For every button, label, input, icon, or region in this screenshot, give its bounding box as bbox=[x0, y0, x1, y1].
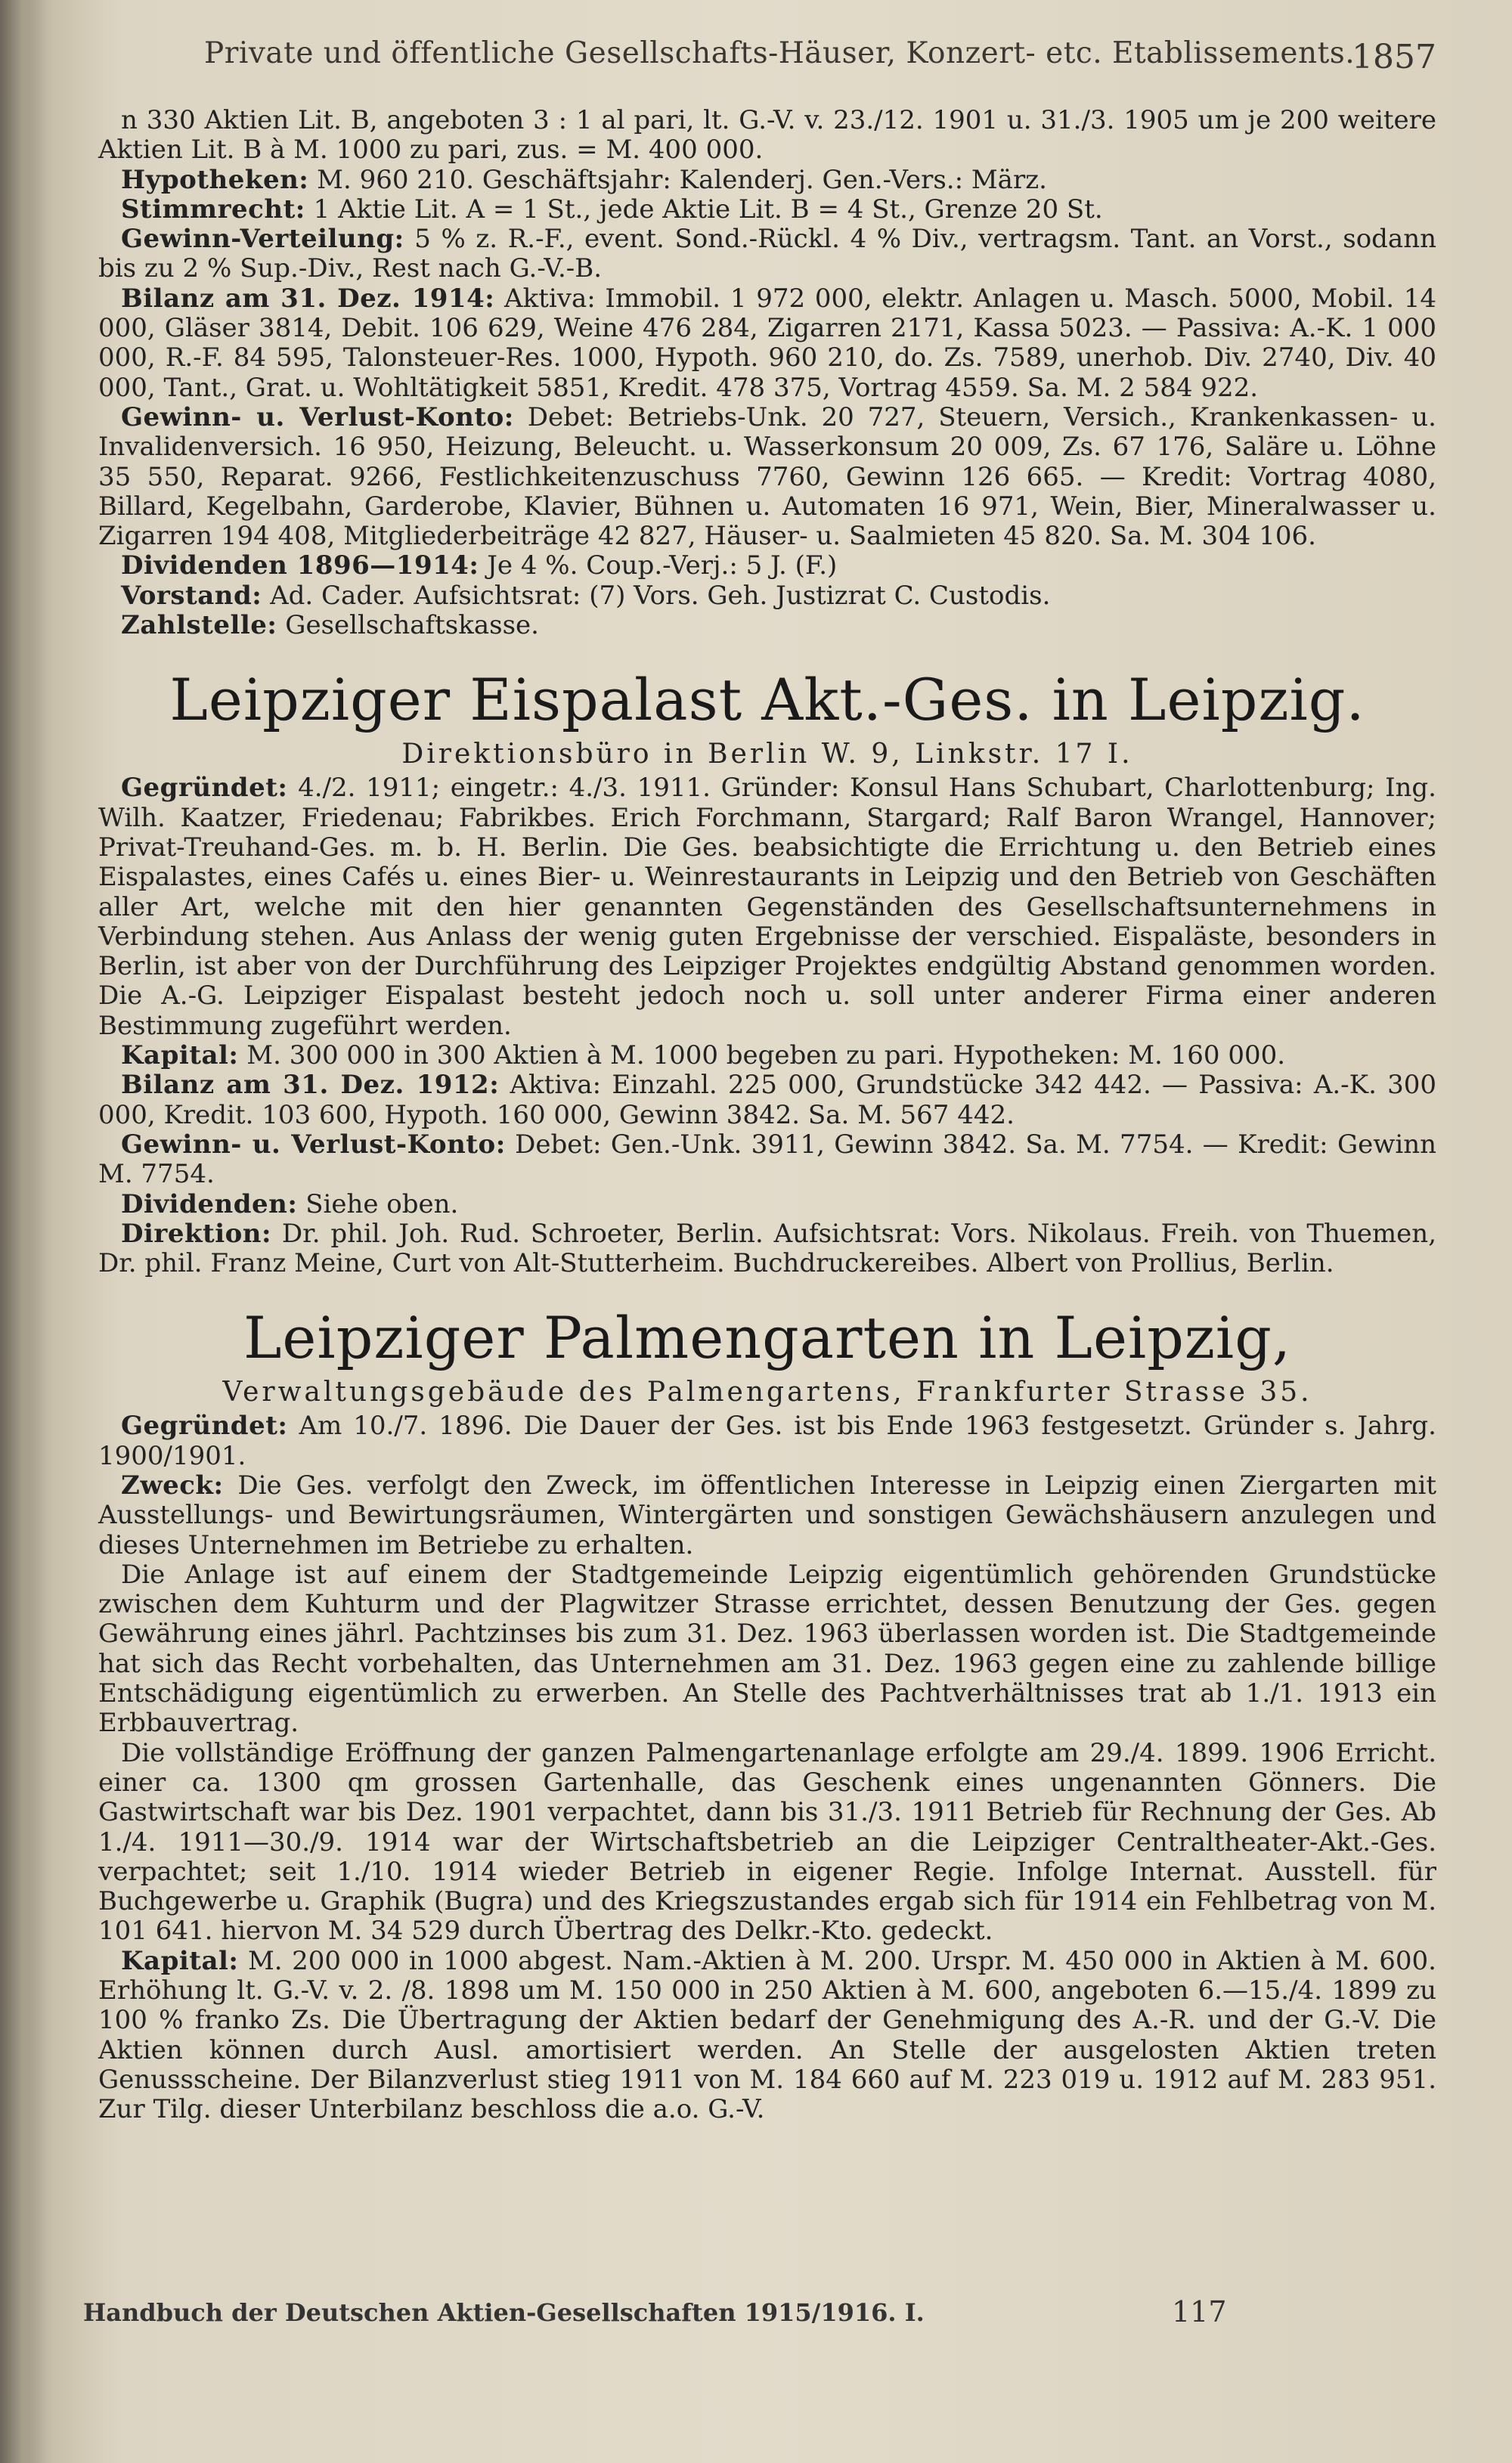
paragraph-text: Aktiva: Immobil. 1 972 000, elektr. Anlagen u. Masch. 5000, Mobil. 14 000, Gläser 3814, Debit. 106 629, Weine 476 284, Zigarren 2171, Kassa 5023. — Passiva: A.-K. 1 000 000, R.-F. 84 595, Talonsteuer-Res. 1000, Hypoth. 960 210, do. Zs. 7589, unerhob. Div. 2740, Div. 40 000, Tant., Grat. u. Wohltätigkeit 5851, Kredit. 478 375, Vortrag 4559. Sa. M. 2 584 922. bbox=[98, 283, 1436, 403]
paragraph-text: Dr. phil. Joh. Rud. Schroeter, Berlin. Aufsichtsrat: Vors. Nikolaus. Freih. von Thuemen, Dr. phil. Franz Meine, Curt von Alt-Stutterheim. Buchdruckereibes. Albert von Prollius, Berlin. bbox=[98, 1218, 1437, 1279]
paragraph-text: 4./2. 1911; eingetr.: 4./3. 1911. Gründer: Konsul Hans Schubart, Charlottenburg; Ing. Wilh. Kaatzer, Friedenau; Fabrikbes. Erich Forchmann, Stargard; Ralf Baron Wrangel, Hannover; Privat-Treuhand-Ges. m. b. H. Berlin. Die Ges. beabsichtigte die Errichtung u. den Betrieb eines Eispalastes, eines Cafés u. eines Bier- u. Weinrestaurants in Leipzig und den Betrieb von Geschäften aller Art, welche mit den hier genannten Gegenständen des Gesellschaftsunternehmens in Verbindung stehen. Aus Anlass der wenig guten Ergebnisse der verschied. Eispaläste, besonders in Berlin, ist aber von der Durchführung des Leipziger Projektes endgültig Abstand genommen worden. Die A.-G. Leipziger Eispalast besteht jedoch noch u. soll unter anderer Firma einer anderen Bestimmung zugeführt werden. bbox=[98, 773, 1436, 1041]
paragraph-text: M. 300 000 in 300 Aktien à M. 1000 begeben zu pari. Hypotheken: M. 160 000. bbox=[246, 1040, 1286, 1071]
paragraph bbox=[98, 284, 1436, 403]
paragraph-label: Direktion: bbox=[121, 1218, 272, 1249]
page-body bbox=[98, 106, 1436, 2125]
paragraph-label: Gewinn- u. Verlust-Konto: bbox=[121, 1129, 506, 1160]
paragraph-text: Am 10./7. 1896. Die Dauer der Ges. ist bis Ende 1963 festgesetzt. Gründer s. Jahrg. 1900/1901. bbox=[98, 1411, 1436, 1471]
footer-page-number: 117 bbox=[1172, 2295, 1227, 2328]
paragraph bbox=[98, 1070, 1436, 1130]
paragraph bbox=[98, 106, 1436, 166]
company-title-eispalast: Leipziger Eispalast Akt.-Ges. in Leipzig. bbox=[169, 666, 1365, 734]
paragraph bbox=[98, 1947, 1436, 2125]
paragraph-label: Dividenden: bbox=[121, 1188, 298, 1219]
paragraph-label: Kapital: bbox=[121, 1040, 239, 1071]
paragraph bbox=[98, 166, 1436, 195]
paragraph bbox=[98, 1471, 1436, 1560]
paragraph-text: Gesellschaftskasse. bbox=[285, 610, 539, 641]
paragraph-text: Die Ges. verfolgt den Zweck, im öffentlichen Interesse in Leipzig einen Ziergarten mit Ausstellungs- und Bewirtungsräumen, Wintergärten und sonstigen Gewächshäusern anzulegen und dieses Unternehmen im Betriebe zu erhalten. bbox=[98, 1470, 1437, 1560]
previous-entry-continuation bbox=[98, 106, 1436, 640]
running-head-title: Private und öffentliche Gesellschafts-Häuser, Konzert- etc. Etablissements. bbox=[204, 36, 1356, 70]
paragraph-text: 1 Aktie Lit. A = 1 St., jede Aktie Lit. B = 4 St., Grenze 20 St. bbox=[313, 194, 1103, 225]
paragraph-text: Aktiva: Einzahl. 225 000, Grundstücke 342 442. — Passiva: A.-K. 300 000, Kredit. 103 600, Hypoth. 160 000, Gewinn 3842. Sa. M. 567 442. bbox=[98, 1070, 1436, 1130]
paragraph-label: Dividenden 1896—1914: bbox=[121, 550, 479, 581]
paragraph bbox=[98, 1411, 1436, 1471]
paragraph-label: Gegründet: bbox=[121, 773, 288, 804]
paragraph bbox=[98, 1219, 1436, 1279]
paragraph bbox=[98, 1130, 1436, 1190]
paragraph bbox=[98, 773, 1436, 1041]
page-footer bbox=[83, 2295, 1414, 2336]
company-subtitle-eispalast: Direktionsbüro in Berlin W. 9, Linkstr. 17 I. bbox=[401, 739, 1133, 770]
running-head bbox=[174, 36, 1436, 74]
paragraph-label: Bilanz am 31. Dez. 1912: bbox=[121, 1070, 500, 1101]
company-title-palmengarten: Leipziger Palmengarten in Leipzig, bbox=[243, 1304, 1292, 1372]
paragraph-label: Zweck: bbox=[121, 1470, 224, 1501]
paragraph bbox=[98, 611, 1436, 640]
paragraph bbox=[98, 1560, 1436, 1739]
paragraph-label: Hypotheken: bbox=[121, 164, 309, 195]
paragraph-label: Stimmrecht: bbox=[121, 194, 305, 225]
paragraph bbox=[98, 195, 1436, 225]
paragraph-text: 5 % z. R.-F., event. Sond.-Rückl. 4 % Div., vertragsm. Tant. an Vorst., sodann bis zu 2 % Sup.-Div., Rest nach G.-V.-B. bbox=[98, 224, 1436, 284]
entry-eispalast bbox=[98, 773, 1436, 1278]
paragraph bbox=[98, 403, 1436, 551]
paragraph-text: Debet: Betriebs-Unk. 20 727, Steuern, Versich., Krankenkassen- u. Invalidenversich. 16 950, Heizung, Beleucht. u. Wasserkonsum 20 009, Zs. 67 176, Saläre u. Löhne 35 550, Reparat. 9266, Festlichkeitenzuschuss 7760, Gewinn 126 665. — Kredit: Vortrag 4080, Billard, Kegelbahn, Garderobe, Klavier, Bühnen u. Automaten 16 971, Wein, Bier, Mineralwasser u. Zigarren 194 408, Mitgliederbeiträge 42 827, Häuser- u. Saalmieten 45 820. Sa. M. 304 106. bbox=[98, 401, 1436, 552]
paragraph-text: Ad. Cader. Aufsichtsrat: (7) Vors. Geh. Justizrat C. Custodis. bbox=[270, 580, 1051, 611]
paragraph bbox=[98, 1739, 1436, 1947]
paragraph-label: Vorstand: bbox=[121, 580, 262, 611]
page-gutter-shadow bbox=[0, 0, 45, 2463]
paragraph bbox=[98, 581, 1436, 611]
paragraph-label: Gegründet: bbox=[121, 1411, 288, 1442]
paragraph-label: Kapital: bbox=[121, 1945, 239, 1976]
running-head-page-number: 1857 bbox=[1352, 38, 1436, 76]
paragraph-label: Gewinn- u. Verlust-Konto: bbox=[121, 401, 514, 432]
paragraph bbox=[98, 551, 1436, 581]
paragraph-text: M. 960 210. Geschäftsjahr: Kalenderj. Gen.-Vers.: März. bbox=[317, 164, 1047, 195]
paragraph-text: Debet: Gen.-Unk. 3911, Gewinn 3842. Sa. M. 7754. — Kredit: Gewinn M. 7754. bbox=[98, 1129, 1437, 1190]
paragraph bbox=[98, 225, 1436, 284]
paragraph-text: Siehe oben. bbox=[305, 1188, 459, 1219]
paragraph-text: n 330 Aktien Lit. B, angeboten 3 : 1 al pari, lt. G.-V. v. 23./12. 1901 u. 31./3. 1905 um je 200 weitere Aktien Lit. B à M. 1000 zu pari, zus. = M. 400 000. bbox=[98, 105, 1436, 166]
paragraph-text: Je 4 %. Coup.-Verj.: 5 J. (F.) bbox=[487, 550, 838, 581]
paragraph-text: Die vollständige Eröffnung der ganzen Palmengartenanlage erfolgte am 29./4. 1899. 1906 Erricht. einer ca. 1300 qm grossen Gartenhalle, das Geschenk eines ungenannten Gönners. Die Gastwirtschaft war bis Dez. 1901 verpachtet, dann bis 31./3. 1911 Betrieb für Rechnung der Ges. Ab 1./4. 1911—30./9. 1914 war der Wirtschaftsbetrieb an die Leipziger Centraltheater-Akt.-Ges. verpachtet; seit 1./10. 1914 wieder Betrieb in eigener Regie. Infolge Internat. Ausstell. für Buchgewerbe u. Graphik (Bugra) und des Kriegszustandes ergab sich für 1914 ein Fehlbetrag von M. 101 641. hiervon M. 34 529 durch Übertrag des Delkr.-Kto. gedeckt. bbox=[98, 1737, 1436, 1947]
entry-palmengarten bbox=[98, 1411, 1436, 2124]
paragraph-text: M. 200 000 in 1000 abgest. Nam.-Aktien à M. 200. Urspr. M. 450 000 in Aktien à M. 600. Erhöhung lt. G.-V. v. 2. /8. 1898 um M. 150 000 in 250 Aktien à M. 600, angeboten 6.—15./4. 1899 zu 100 % franko Zs. Die Übertragung der Aktien bedarf der Genehmigung des A.-R. und der G.-V. Die Aktien können durch Ausl. amortisiert werden. An Stelle der ausgelosten Aktien treten Genussscheine. Der Bilanzverlust stieg 1911 von M. 184 660 auf M. 223 019 u. 1912 auf M. 283 951. Zur Tilg. dieser Unterbilanz beschloss die a.o. G.-V. bbox=[98, 1945, 1436, 2125]
paragraph-label: Gewinn-Verteilung: bbox=[121, 224, 404, 255]
paragraph-text: Die Anlage ist auf einem der Stadtgemeinde Leipzig eigentümlich gehörenden Grundstücke zwischen dem Kuhturm und der Plagwitzer Strasse errichtet, dessen Benutzung der Ges. gegen Gewährung eines jährl. Pachtzinses bis zum 31. Dez. 1963 überlassen worden ist. Die Stadtgemeinde hat sich das Recht vorbehalten, das Unternehmen am 31. Dez. 1963 gegen eine zu zahlende billige Entschädigung eigentümlich zu erwerben. An Stelle des Pachtverhältnisses trat ab 1./1. 1913 ein Erbbauvertrag. bbox=[98, 1559, 1436, 1739]
paragraph bbox=[98, 1041, 1436, 1070]
footer-book-title: Handbuch der Deutschen Aktien-Gesellschaften 1915/1916. I. bbox=[83, 2298, 925, 2327]
company-subtitle-palmengarten: Verwaltungsgebäude des Palmengartens, Frankfurter Strasse 35. bbox=[222, 1377, 1312, 1408]
paragraph bbox=[98, 1190, 1436, 1219]
paragraph-label: Zahlstelle: bbox=[121, 610, 277, 641]
paragraph-label: Bilanz am 31. Dez. 1914: bbox=[121, 283, 495, 314]
